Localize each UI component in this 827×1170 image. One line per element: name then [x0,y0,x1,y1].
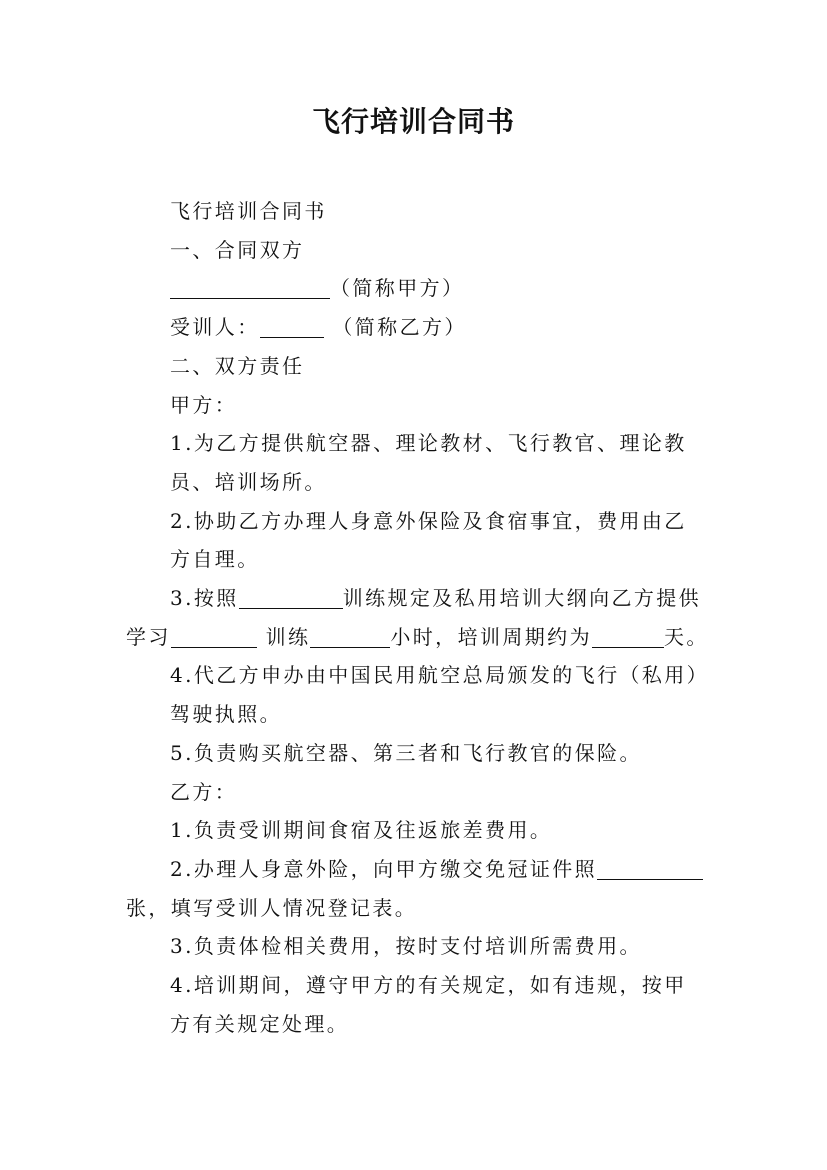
party-b-item-2-line-1 [126,850,706,889]
document-body [126,192,709,1043]
trainee-blank [260,315,324,338]
party-b-item-1: 1.负责受训期间食宿及往返旅差费用。 [170,818,553,843]
party-b-item-4: 4.培训期间，遵守甲方的有关规定，如有违规，按甲方有关规定处理。 [170,973,687,1036]
a3-part-1: 3.按照 [170,586,239,611]
a3-part-2: 训练规定及私用培训大纲向乙方提供 [342,586,702,611]
a3-part-4: 训练 [256,624,311,649]
party-a-item-5: 5.负责购买航空器、第三者和飞行教官的保险。 [170,740,642,765]
party-b-item-3: 3.负责体检相关费用，按时支付培训所需费用。 [170,934,642,959]
party-a-item-3-line-1 [126,579,706,618]
section-1-heading: 一、合同双方 [170,237,305,262]
party-b-item-2-line-2: 张，填写受训人情况登记表。 [126,895,418,920]
party-a-item-3-line-2 [126,618,709,657]
party-a-item-4: 4.代乙方申办由中国民用航空总局颁发的飞行（私用）驾驶执照。 [170,663,700,727]
party-b-suffix: （简称乙方） [323,315,467,340]
party-a-blank [170,276,330,299]
trainee-line [126,308,706,347]
section-2-heading: 二、双方责任 [170,353,305,378]
a3-part-5: 小时，培训周期约为 [390,624,592,649]
a3-part-6: 天。 [663,624,709,649]
party-a-line [126,269,706,308]
party-a-suffix: （简称甲方） [330,276,465,301]
party-a-item-1: 1.为乙方提供航空器、理论教材、飞行教官、理论教员、培训场所。 [170,431,687,494]
photo-count-blank [597,857,703,880]
training-hours-blank [310,625,390,648]
b2-part-1: 2.办理人身意外险，向甲方缴交免冠证件照 [170,856,598,881]
subtitle: 飞行培训合同书 [170,199,327,223]
training-rules-blank [239,586,343,609]
a3-part-3: 学习 [126,624,171,649]
trainee-prefix: 受训人： [170,315,260,340]
study-hours-blank [171,625,257,648]
party-b-label: 乙方： [170,779,238,804]
document-title: 飞行培训合同书 [311,105,515,138]
training-days-blank [592,625,664,648]
party-a-item-2: 2.协助乙方办理人身意外保险及食宿事宜，费用由乙方自理。 [170,508,687,572]
party-a-label: 甲方： [170,392,238,417]
